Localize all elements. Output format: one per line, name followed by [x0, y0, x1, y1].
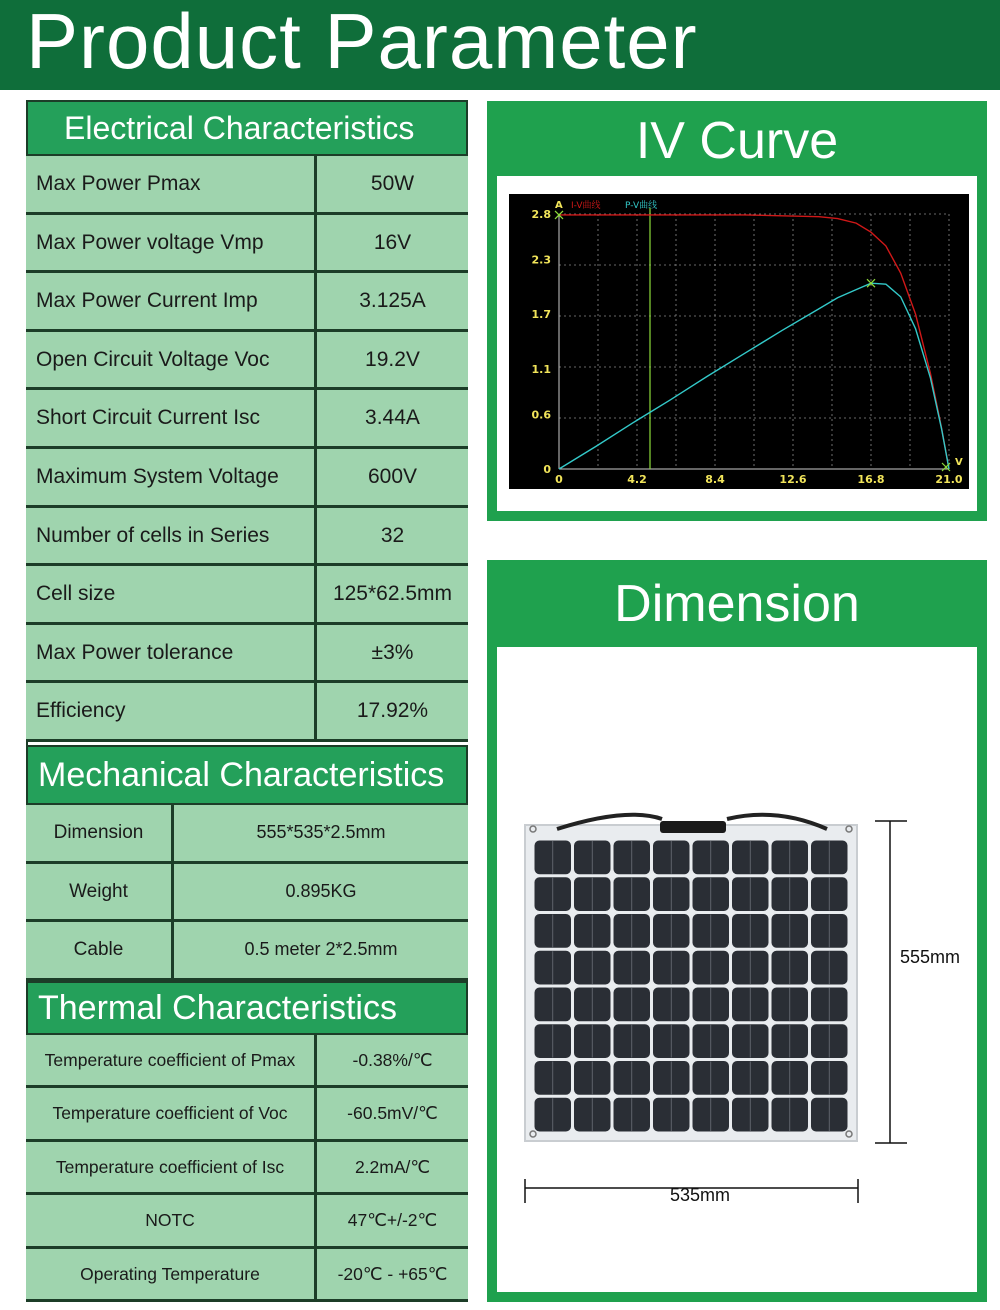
- y-tick-label: 2.3: [531, 253, 551, 267]
- row-value: -0.38%/℃: [352, 1050, 433, 1070]
- iv-curve-title: IV Curve: [635, 112, 839, 170]
- row-value: 0.895KG: [285, 880, 357, 901]
- thermal-header: [26, 981, 468, 1035]
- table-row: [26, 215, 468, 274]
- y-tick-label: 1.7: [531, 308, 551, 322]
- x-tick-label: 8.4: [705, 473, 725, 486]
- x-unit-label: V: [955, 457, 963, 468]
- height-label: 555mm: [900, 947, 961, 967]
- table-row: [26, 508, 468, 567]
- junction-box: [660, 821, 726, 833]
- y-tick-label: 1.1: [531, 362, 551, 376]
- electrical-header: [26, 100, 468, 156]
- row-label: Number of cells in Series: [36, 523, 270, 547]
- table-row: [26, 1195, 468, 1248]
- row-value: 3.44A: [365, 406, 420, 430]
- row-label: Max Power voltage Vmp: [36, 230, 264, 254]
- mechanical-header: [26, 745, 468, 805]
- x-tick-label: 12.6: [779, 473, 807, 486]
- y-tick-label: 2.8: [531, 208, 551, 221]
- dimension-panel: [487, 560, 987, 1302]
- width-label: 535mm: [670, 1185, 731, 1205]
- row-value: 16V: [373, 230, 412, 254]
- table-row: [26, 805, 468, 864]
- solar-panel-image: [525, 825, 857, 1141]
- row-label: Efficiency: [36, 699, 126, 723]
- row-value: 125*62.5mm: [332, 582, 453, 606]
- row-label: Max Power Current Imp: [36, 289, 258, 313]
- row-label: Cable: [73, 939, 124, 961]
- table-row: [26, 1142, 468, 1195]
- row-label: Open Circuit Voltage Voc: [36, 347, 270, 371]
- row-label: Temperature coefficient of Voc: [52, 1103, 288, 1124]
- row-value: -20℃ - +65℃: [337, 1263, 448, 1284]
- row-value: 50W: [370, 172, 415, 195]
- spec-table: [26, 100, 468, 1302]
- row-value: -60.5mV/℃: [347, 1103, 438, 1124]
- table-row: [26, 1035, 468, 1088]
- table-row: [26, 1249, 468, 1302]
- y-unit-label: A: [555, 200, 563, 211]
- table-row: [26, 390, 468, 449]
- thermal-title: Thermal Characteristics: [38, 989, 397, 1027]
- row-value: 19.2V: [365, 347, 420, 371]
- row-label: Dimension: [53, 822, 144, 843]
- table-row: [26, 922, 468, 981]
- row-value: 2.2mA/℃: [354, 1156, 431, 1177]
- iv-curve-panel: [487, 101, 987, 521]
- row-label: Short Circuit Current Isc: [36, 406, 261, 430]
- row-value: 47℃+/-2℃: [347, 1210, 438, 1231]
- row-label: Weight: [69, 880, 128, 902]
- chart-background: [509, 194, 969, 489]
- table-row: [26, 156, 468, 215]
- row-label: Maximum System Voltage: [36, 465, 279, 488]
- electrical-title: Electrical Characteristics: [64, 110, 415, 146]
- x-tick-label: 16.8: [857, 473, 885, 486]
- table-row: [26, 683, 468, 742]
- table-row: [26, 332, 468, 391]
- x-tick-label: 0: [555, 473, 563, 486]
- x-tick-label: 4.2: [627, 473, 647, 486]
- row-value: 0.5 meter 2*2.5mm: [244, 939, 398, 960]
- iv-curve-chart: [509, 194, 969, 489]
- table-row: [26, 625, 468, 684]
- x-tick-label: 21.0: [935, 473, 963, 486]
- row-value: 32: [380, 523, 405, 547]
- mechanical-title: Mechanical Characteristics: [38, 756, 445, 794]
- dimension-frame: [497, 647, 977, 1292]
- y-tick-label: 0: [543, 463, 551, 476]
- row-label: Cell size: [36, 582, 116, 606]
- dimension-title: Dimension: [614, 575, 860, 633]
- row-value: ±3%: [371, 640, 414, 664]
- table-row: [26, 449, 468, 508]
- row-value: 17.92%: [356, 699, 429, 723]
- row-label: Temperature coefficient of Isc: [55, 1156, 285, 1177]
- page-title: Product Parameter: [26, 0, 698, 85]
- row-label: Max Power Pmax: [36, 172, 201, 195]
- table-row: [26, 566, 468, 625]
- iv-chart-frame: [497, 176, 977, 511]
- row-label: NOTC: [145, 1210, 195, 1231]
- solar-panel-drawing: [497, 647, 977, 1292]
- row-label: Max Power tolerance: [36, 640, 234, 664]
- row-value: 555*535*2.5mm: [256, 822, 386, 842]
- table-row: [26, 273, 468, 332]
- row-label: Operating Temperature: [80, 1263, 260, 1284]
- row-value: 3.125A: [359, 289, 426, 313]
- title-banner: [0, 0, 1000, 90]
- pv-legend-label: P-V曲线: [625, 201, 658, 211]
- y-tick-label: 0.6: [531, 408, 551, 422]
- table-row: [26, 1088, 468, 1141]
- iv-legend-label: I-V曲线: [571, 201, 601, 211]
- table-row: [26, 864, 468, 923]
- row-value: 600V: [367, 465, 418, 488]
- row-label: Temperature coefficient of Pmax: [44, 1050, 296, 1070]
